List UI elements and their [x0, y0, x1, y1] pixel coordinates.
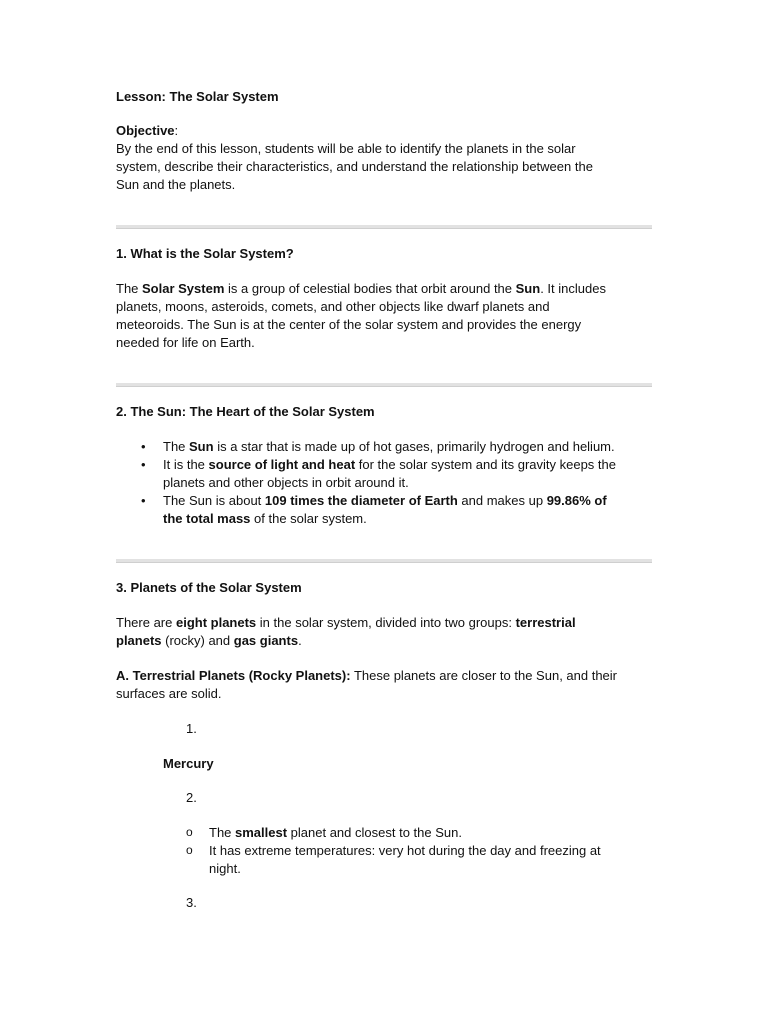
- objective-line-3: Sun and the planets.: [116, 177, 236, 192]
- sub-bullet-2-line-1: It has extreme temperatures: very hot during the day and freezing at: [209, 843, 601, 858]
- bullet-3-line-2: the total mass of the solar system.: [163, 511, 367, 526]
- bullet-3-line-1: The Sun is about 109 times the diameter of Earth and makes up 99.86% of: [163, 493, 607, 508]
- lesson-title: Lesson: The Solar System: [116, 89, 279, 104]
- objective-colon: :: [174, 123, 179, 138]
- bullet-marker: •: [141, 493, 146, 508]
- section-1-heading: 1. What is the Solar System?: [116, 246, 294, 261]
- horizontal-rule-1: [116, 225, 652, 229]
- section-2-heading: 2. The Sun: The Heart of the Solar System: [116, 404, 375, 419]
- terrestrial-line-2: surfaces are solid.: [116, 686, 222, 701]
- horizontal-rule-3: [116, 559, 652, 563]
- horizontal-rule-2: [116, 383, 652, 387]
- hollow-bullet-marker: o: [186, 825, 193, 839]
- objective-label: Objective: [116, 123, 175, 138]
- section-3-intro-line-2: planets (rocky) and gas giants.: [116, 633, 302, 648]
- objective-line-2: system, describe their characteristics, and understand the relationship between the: [116, 159, 593, 174]
- terrestrial-line-1: A. Terrestrial Planets (Rocky Planets): These planets are closer to the Sun, and their: [116, 668, 618, 683]
- sub-bullet-1: The smallest planet and closest to the Sun.: [209, 825, 462, 840]
- objective-line-1: By the end of this lesson, students will be able to identify the planets in the solar: [116, 141, 576, 156]
- bullet-2-line-2: planets and other objects in orbit around it.: [163, 475, 409, 490]
- objective-heading: [116, 122, 178, 140]
- section-1-line-3: meteoroids. The Sun is at the center of the solar system and provides the energy: [116, 317, 582, 332]
- section-1-line-4: needed for life on Earth.: [116, 335, 255, 350]
- section-1-line-1: The Solar System is a group of celestial bodies that orbit around the Sun. It includes: [116, 281, 606, 296]
- bullet-2-line-1: It is the source of light and heat for the solar system and its gravity keeps the: [163, 457, 616, 472]
- sub-bullet-2-line-2: night.: [209, 861, 241, 876]
- list-number-3: 3.: [186, 895, 197, 910]
- bullet-marker: •: [141, 439, 146, 454]
- bullet-1: The Sun is a star that is made up of hot gases, primarily hydrogen and helium.: [163, 439, 615, 454]
- section-1-line-2: planets, moons, asteroids, comets, and other objects like dwarf planets and: [116, 299, 550, 314]
- list-number-2: 2.: [186, 790, 197, 805]
- hollow-bullet-marker: o: [186, 843, 193, 857]
- section-3-heading: 3. Planets of the Solar System: [116, 580, 302, 595]
- planet-name-mercury: Mercury: [163, 756, 214, 771]
- section-3-intro-line-1: There are eight planets in the solar system, divided into two groups: terrestrial: [116, 615, 576, 630]
- bullet-marker: •: [141, 457, 146, 472]
- list-number-1: 1.: [186, 721, 197, 736]
